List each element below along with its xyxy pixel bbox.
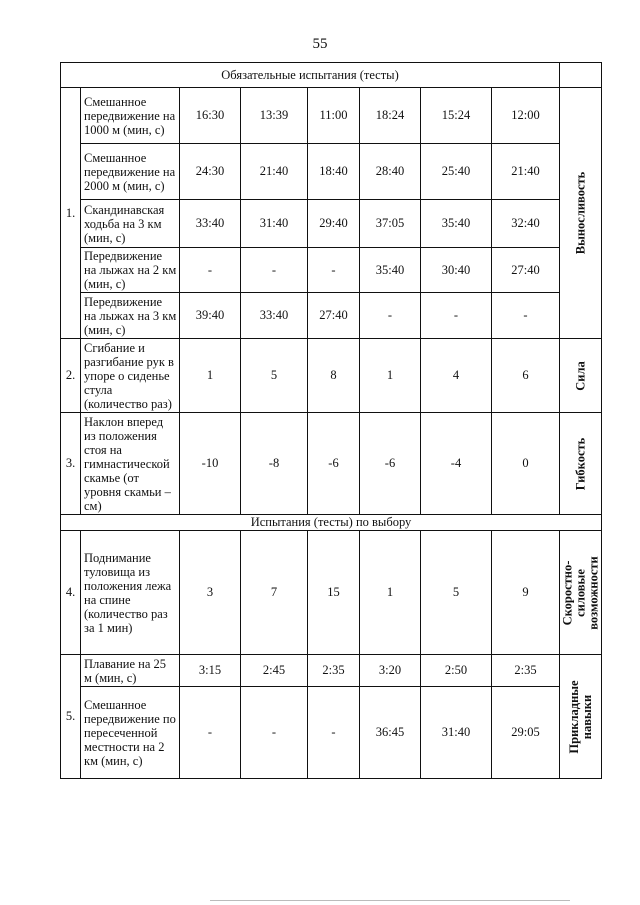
row-number: 5. xyxy=(61,655,81,779)
norm-value: 12:00 xyxy=(492,88,560,144)
category-label: Гибкость xyxy=(573,437,587,490)
norm-value: 9 xyxy=(492,531,560,655)
table-row xyxy=(61,88,602,144)
norm-value: 5 xyxy=(241,339,308,413)
exercise-name: Передвижение на лыжах на 3 км (мин, с) xyxy=(81,293,180,339)
norm-value: 35:40 xyxy=(421,200,492,248)
norm-value: -8 xyxy=(241,413,308,515)
norm-value: 5 xyxy=(421,531,492,655)
norm-value: 16:30 xyxy=(180,88,241,144)
norm-value: - xyxy=(492,293,560,339)
exercise-name: Сгибание и разгибание рук в упоре о сиденье стула (количество раз) xyxy=(81,339,180,413)
norm-value: 24:30 xyxy=(180,144,241,200)
category-cell xyxy=(560,339,602,413)
table-row xyxy=(61,248,602,293)
norm-value: 27:40 xyxy=(308,293,360,339)
section-header-row xyxy=(61,63,602,88)
norm-value: 11:00 xyxy=(308,88,360,144)
exercise-name: Наклон вперед из положения стоя на гимнастической скамье (от уровня скамьи – см) xyxy=(81,413,180,515)
norm-value: 28:40 xyxy=(360,144,421,200)
scan-edge-line xyxy=(210,900,570,901)
norm-value: 29:40 xyxy=(308,200,360,248)
section-header-blank-cell xyxy=(560,63,602,88)
norm-value: 18:24 xyxy=(360,88,421,144)
exercise-name: Смешанное передвижение по пересеченной местности на 2 км (мин, с) xyxy=(81,687,180,779)
norm-value: 6 xyxy=(492,339,560,413)
norm-value: 39:40 xyxy=(180,293,241,339)
exercise-name: Смешанное передвижение на 2000 м (мин, с) xyxy=(81,144,180,200)
norm-value: 2:50 xyxy=(421,655,492,687)
norm-value: 33:40 xyxy=(241,293,308,339)
page-number: 55 xyxy=(312,36,328,52)
norm-value: 1 xyxy=(360,339,421,413)
norm-value: - xyxy=(241,687,308,779)
norm-value: 21:40 xyxy=(241,144,308,200)
norm-value: 15 xyxy=(308,531,360,655)
norm-value: 37:05 xyxy=(360,200,421,248)
norm-value: - xyxy=(421,293,492,339)
section-header-row xyxy=(61,515,602,531)
exercise-name: Передвижение на лыжах на 2 км (мин, с) xyxy=(81,248,180,293)
norm-value: -4 xyxy=(421,413,492,515)
table-row xyxy=(61,413,602,515)
norm-value: 2:35 xyxy=(492,655,560,687)
table-row xyxy=(61,144,602,200)
norm-value: - xyxy=(308,687,360,779)
norm-value: 21:40 xyxy=(492,144,560,200)
exercise-name: Скандинавская ходьба на 3 км (мин, с) xyxy=(81,200,180,248)
norm-value: 8 xyxy=(308,339,360,413)
category-cell xyxy=(560,655,602,779)
row-number: 2. xyxy=(61,339,81,413)
norm-value: 15:24 xyxy=(421,88,492,144)
norm-value: - xyxy=(180,687,241,779)
section-title-optional: Испытания (тесты) по выбору xyxy=(61,515,602,531)
norm-value: 31:40 xyxy=(421,687,492,779)
norm-value: 36:45 xyxy=(360,687,421,779)
norm-value: 4 xyxy=(421,339,492,413)
norm-value: 2:45 xyxy=(241,655,308,687)
norm-value: - xyxy=(308,248,360,293)
category-cell xyxy=(560,413,602,515)
norm-value: 1 xyxy=(360,531,421,655)
table-row xyxy=(61,339,602,413)
norm-value: 29:05 xyxy=(492,687,560,779)
norm-value: 3:20 xyxy=(360,655,421,687)
row-number: 3. xyxy=(61,413,81,515)
norm-value: 32:40 xyxy=(492,200,560,248)
table-row xyxy=(61,200,602,248)
norm-value: 27:40 xyxy=(492,248,560,293)
norm-value: 33:40 xyxy=(180,200,241,248)
row-number: 1. xyxy=(61,88,81,339)
norm-value: 0 xyxy=(492,413,560,515)
category-label: Выносливость xyxy=(573,171,587,255)
norm-value: 30:40 xyxy=(421,248,492,293)
norm-value: 2:35 xyxy=(308,655,360,687)
exercise-name: Плавание на 25 м (мин, с) xyxy=(81,655,180,687)
norm-value: 31:40 xyxy=(241,200,308,248)
norm-value: 3:15 xyxy=(180,655,241,687)
row-number: 4. xyxy=(61,531,81,655)
norm-value: 1 xyxy=(180,339,241,413)
norms-table xyxy=(60,62,602,779)
exercise-name: Поднимание туловища из положения лежа на спине (количество раз за 1 мин) xyxy=(81,531,180,655)
norm-value: - xyxy=(180,248,241,293)
table-row xyxy=(61,687,602,779)
table-row xyxy=(61,655,602,687)
norm-value: 13:39 xyxy=(241,88,308,144)
category-label: Сила xyxy=(573,360,587,391)
norm-value: 3 xyxy=(180,531,241,655)
table-row xyxy=(61,293,602,339)
norm-value: -10 xyxy=(180,413,241,515)
norm-value: 18:40 xyxy=(308,144,360,200)
norm-value: - xyxy=(241,248,308,293)
norm-value: 25:40 xyxy=(421,144,492,200)
norm-value: -6 xyxy=(308,413,360,515)
category-cell xyxy=(560,88,602,339)
norm-value: 35:40 xyxy=(360,248,421,293)
table-row xyxy=(61,531,602,655)
category-label: Прикладные навыки xyxy=(566,679,594,754)
norm-value: -6 xyxy=(360,413,421,515)
section-title-mandatory: Обязательные испытания (тесты) xyxy=(61,63,560,88)
category-cell xyxy=(560,531,602,655)
norm-value: - xyxy=(360,293,421,339)
category-label: Скоростно- силовые возможности xyxy=(560,555,600,630)
norm-value: 7 xyxy=(241,531,308,655)
exercise-name: Смешанное передвижение на 1000 м (мин, с) xyxy=(81,88,180,144)
